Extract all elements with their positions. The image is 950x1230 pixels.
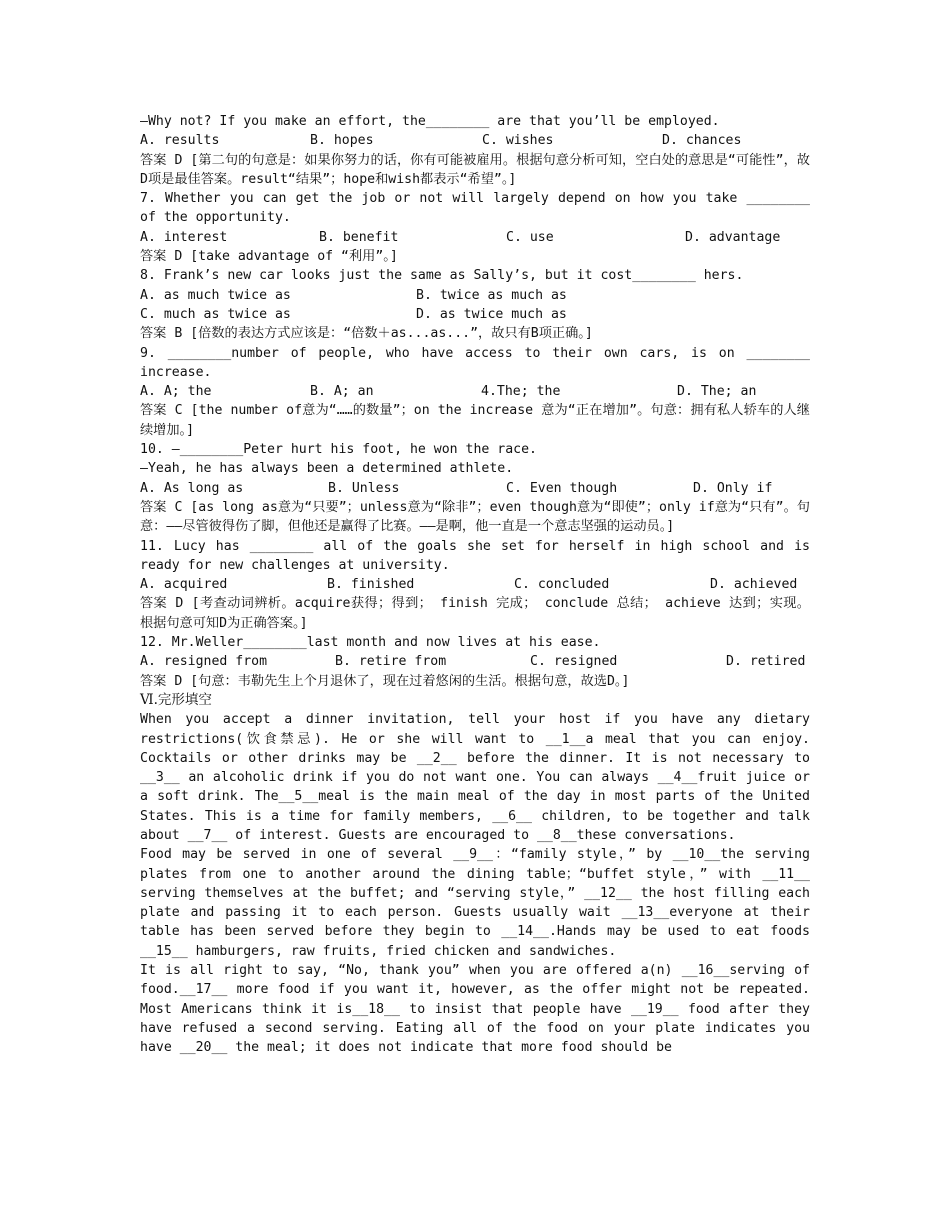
option-d: D. Only if [693,480,773,496]
question-12-stem: 12. Mr.Weller________last month and now lives at his ease. [140,635,601,651]
option-c: C. wishes [482,133,554,149]
question-11-stem: 11. Lucy has ________ all of the goals she set for herself in high school and is ready for new challenges at university. [140,538,810,573]
question-9-answer: 答案 C [the number of意为“……的数量”；on the increase 意为“正在增加”。句意：拥有私人轿车的人继续增加。] [140,403,810,438]
question-6-options [140,131,810,150]
option-d: D. achieved [710,577,798,593]
option-c: C. concluded [514,577,610,593]
option-b: B. twice as much as [416,287,567,303]
option-c: C. use [506,229,554,245]
question-10-options [140,479,810,498]
question-8-options-row-2 [140,305,810,324]
option-b: B. hopes [310,133,374,149]
question-6-answer: 答案 D [第二句的句意是：如果你努力的话，你有可能被雇用。根据句意分析可知，空白处的意思是“可能性”，故D项是最佳答案。result“结果”；hope和wish都表示“希望”。] [140,152,810,187]
option-c: C. much as twice as [140,306,291,322]
cloze-paragraph-3: It is all right to say, “No, thank you” when you are offered a(n) __16__serving of food.__17__ more food if you want it, however, as the offer might not be repeated. Most Americans think it is__18__ to insist that people have __19__ food after they have refused a second serving. Eating all of the food on your plate indicates you have __20__ the meal; it does not indicate that more food should be [140,963,810,1056]
question-8-options-row-1 [140,286,810,305]
question-7-stem: 7. Whether you can get the job or not will largely depend on how you take ________ of the opportunity. [140,191,810,226]
cloze-paragraph-2: Food may be served in one of several __9__：“family style，” by __10__the serving plates from one to another around the dining table；“buffet style，” with __11__ serving themselves at the buffet; and “serving style，” __12__ the host filling each plate and passing it to each person. Guests usually wait __13__everyone at their table has been served before they begin to __14__.Hands may be used to eat foods __15__ hamburgers, raw fruits, fried chicken and sandwiches. [140,847,810,959]
question-10-stem: 10. —________Peter hurt his foot, he won the race. [140,442,537,458]
option-a: A. results [140,133,220,149]
option-b: B. benefit [319,229,399,245]
option-b: B. A; an [310,384,374,400]
option-a: A. acquired [140,577,228,593]
option-d: D. advantage [685,229,781,245]
option-d: D. as twice much as [416,306,567,322]
question-9-stem: 9. ________number of people, who have access to their own cars, is on ________ increase. [140,345,810,380]
question-10-reply: —Yeah, he has always been a determined athlete. [140,461,514,477]
question-10-answer: 答案 C [as long as意为“只要”；unless意为“除非”；even though意为“即使”；only if意为“只有”。句意：——尽管彼得伤了脚，但他还是赢得了比赛。——是啊，他一直是一个意志坚强的运动员。] [140,499,810,535]
question-7-answer: 答案 D [take advantage of “利用”。] [140,249,398,265]
cloze-paragraph-1: When you accept a dinner invitation, tell your host if you have any dietary restrictions(饮食禁忌). He or she will want to __1__a meal that you can enjoy. Cocktails or other drinks may be __2__ before the dinner. It is not necessary to __3__ an alcoholic drink if you do not want one. You can always __4__fruit juice or a soft drink. The__5__meal is the main meal of the day in most parts of the United States. This is a time for family members, __6__ children, to be together and talk about __7__ of interest. Guests are encouraged to __8__these conversations. [140,712,810,843]
option-d: D. The; an [677,384,757,400]
question-12-answer: 答案 D [句意：韦勒先生上个月退休了，现在过着悠闲的生活。根据句意，故选D。] [140,673,630,689]
option-a: A. resigned from [140,654,268,670]
option-a: A. As long as [140,480,244,496]
question-12-options [140,652,810,671]
option-c: C. Even though [506,480,618,496]
question-7-options [140,228,810,247]
option-d: D. retired [726,654,806,670]
question-8-stem: 8. Frank’s new car looks just the same as Sally’s, but it cost________ hers. [140,268,744,284]
option-d: D. chances [662,133,742,149]
question-11-options [140,575,810,594]
option-c: C. resigned [530,654,618,670]
option-c: 4.The; the [481,384,561,400]
option-b: B. retire from [335,654,447,670]
option-a: A. A; the [140,384,212,400]
question-9-options [140,382,810,401]
question-8-answer: 答案 B [倍数的表达方式应该是：“倍数＋as...as...”，故只有B项正确。] [140,326,593,342]
question-11-answer: 答案 D [考查动词辨析。acquire获得；得到； finish 完成； conclude 总结； achieve 达到；实现。根据句意可知D为正确答案。] [140,596,810,631]
question-6-stem: —Why not? If you make an effort, the________ are that you’ll be employed. [140,114,720,129]
option-b: B. finished [327,577,415,593]
option-a: A. interest [140,229,228,245]
option-b: B. Unless [328,480,400,496]
document-page [140,112,810,1058]
option-a: A. as much twice as [140,287,291,303]
section-heading-cloze: Ⅵ.完形填空 [140,691,212,708]
